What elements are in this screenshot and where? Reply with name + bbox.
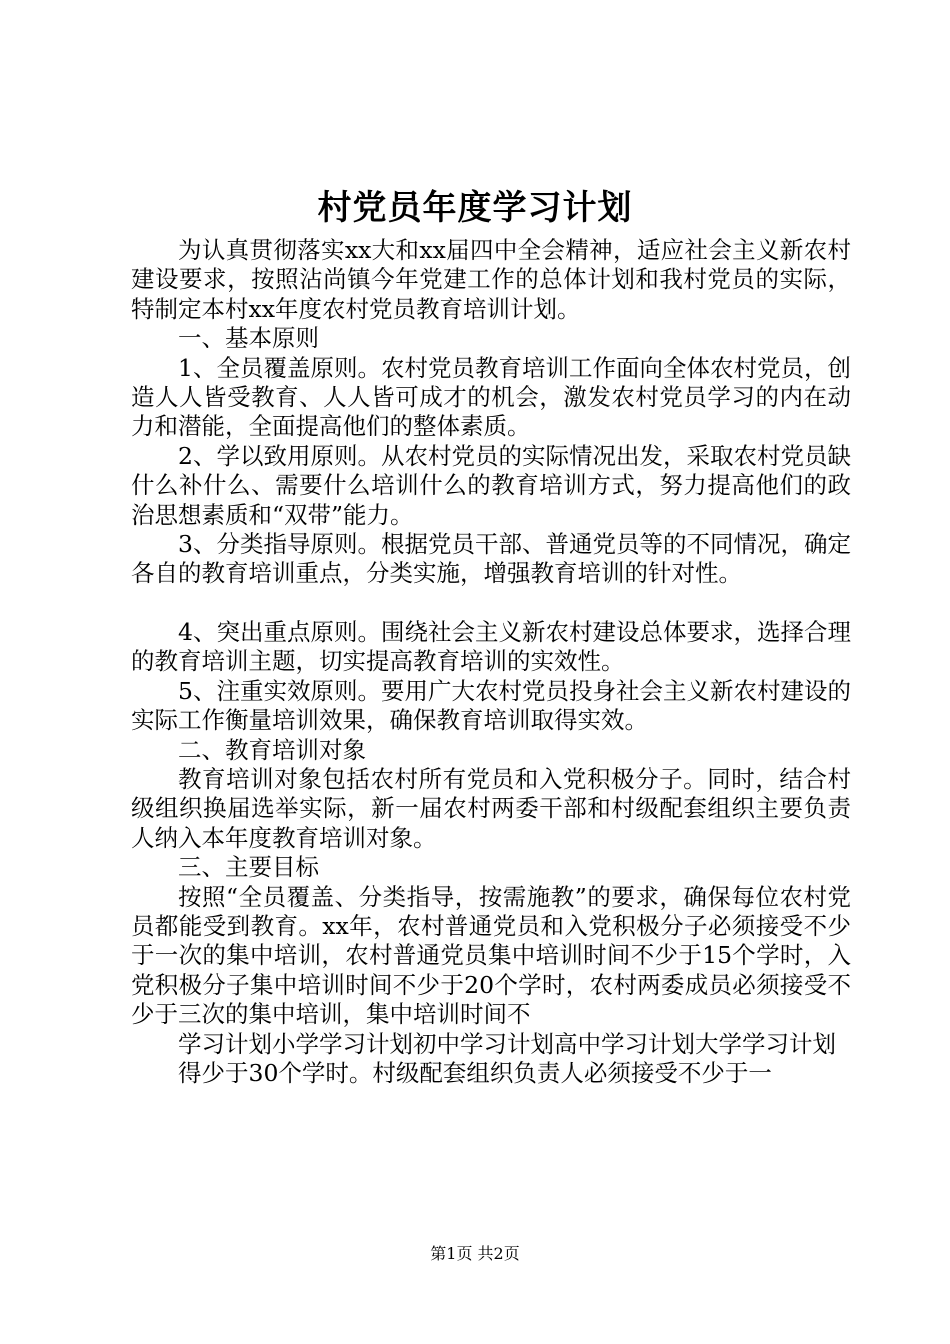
document-title: 村党员年度学习计划	[317, 188, 633, 228]
principle-paragraph-3: 3、分类指导原则。根据党员干部、普通党员等的不同情况，确定各自的教育培训重点，分类实施，增强教育培训的针对性。	[131, 530, 851, 588]
principle-paragraph-4: 4、突出重点原则。围绕社会主义新农村建设总体要求，选择合理的教育培训主题，切实提高教育培训的实效性。	[131, 617, 851, 676]
continuation-paragraph: 得少于30个学时。村级配套组织负责人必须接受不少于一	[178, 1058, 772, 1087]
principle-paragraph-2: 2、学以致用原则。从农村党员的实际情况出发，采取农村党员缺什么补什么、需要什么培训什么的教育培训方式，努力提高他们的政治思想素质和“双带”能力。	[131, 441, 851, 529]
principle-paragraph-5: 5、注重实效原则。要用广大农村党员投身社会主义新农村建设的实际工作衡量培训效果，确保教育培训取得实效。	[131, 676, 851, 735]
section-heading-targets: 二、教育培训对象	[178, 735, 366, 764]
principle-paragraph-1: 1、全员覆盖原则。农村党员教育培训工作面向全体农村党员，创造人人皆受教育、人人皆可成才的机会，激发农村党员学习的内在动力和潜能，全面提高他们的整体素质。	[131, 353, 851, 441]
section-heading-principles: 一、基本原则	[178, 324, 319, 353]
section-heading-goals: 三、主要目标	[178, 853, 319, 882]
document-body	[131, 236, 851, 1088]
inserted-keywords-paragraph: 学习计划小学学习计划初中学习计划高中学习计划大学学习计划	[178, 1029, 836, 1058]
goals-paragraph: 按照“全员覆盖、分类指导，按需施教”的要求，确保每位农村党员都能受到教育。xx年，农村普通党员和入党积极分子必须接受不少于一次的集中培训，农村普通党员集中培训时间不少于15个学时，入党积极分子集中培训时间不少于20个学时，农村两委成员必须接受不少于三次的集中培训，集中培训时间不	[131, 882, 851, 1029]
intro-paragraph: 为认真贯彻落实xx大和xx届四中全会精神，适应社会主义新农村建设要求，按照沾尚镇今年党建工作的总体计划和我村党员的实际，特制定本村xx年度农村党员教育培训计划。	[131, 236, 851, 323]
targets-paragraph: 教育培训对象包括农村所有党员和入党积极分子。同时，结合村级组织换届选举实际，新一届农村两委干部和村级配套组织主要负责人纳入本年度教育培训对象。	[131, 764, 851, 852]
page-footer: 第1页 共2页	[430, 1244, 520, 1263]
